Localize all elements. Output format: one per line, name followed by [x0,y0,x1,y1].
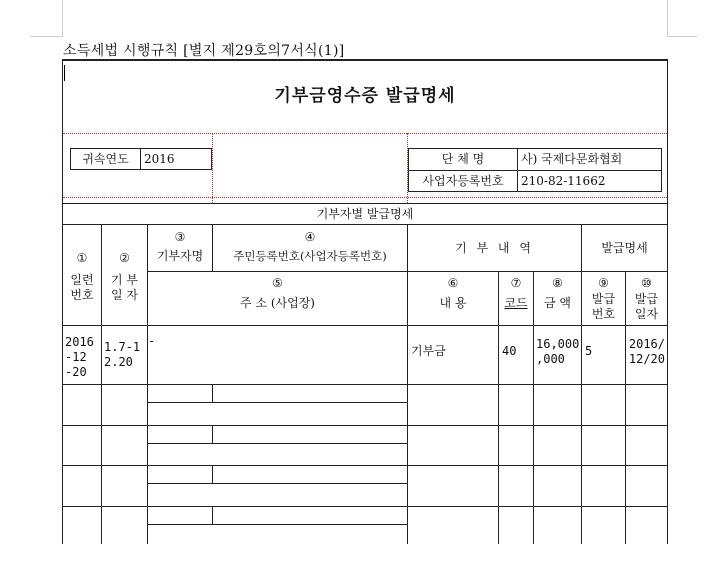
year-value[interactable]: 2016 [144,151,175,166]
sub-divider [212,465,213,483]
col10-label: 발급 일자 [634,292,659,321]
donation-details-header: 기 부 내 역 [455,240,534,255]
section-bottom-border [62,224,668,225]
col9-label: 발급 번호 [591,292,616,321]
year-label: 귀속연도 [82,151,129,166]
page-guide [30,36,63,37]
sub-divider [212,506,213,524]
sub-line [147,443,408,444]
col3-label: 기부자명 [156,248,204,263]
dotted-guide [212,133,213,203]
row-separator [62,506,668,507]
sub-divider [212,425,213,443]
biz-no-value[interactable]: 210-82-11662 [521,173,606,188]
col8-number: ⑧ [552,275,563,290]
col4-number: ④ [304,229,316,244]
row1-serial[interactable]: 2016 -12 -20 [65,334,94,379]
col7-label: 코드 [504,295,528,310]
page-guide [667,0,668,36]
sub-line [147,483,408,484]
dotted-guide [63,197,667,198]
col4-label: 주민등록번호(사업자등록번호) [233,248,387,263]
col6-label: 내 용 [439,295,467,310]
section-title: 기부자별 발급명세 [316,206,414,221]
row1-date[interactable]: 1.7-1 2.20 [104,340,141,369]
sub-line [147,524,408,525]
table-border-right [667,59,668,544]
org-name-value[interactable]: 사) 국제다문화협회 [521,151,623,166]
col6-number: ⑥ [447,275,459,290]
form-reference-header: 소득세법 시행규칙 [별지 제29호의7서식(1)] [63,43,345,59]
header-mid-line [147,271,667,272]
col5-label: 주 소 (사업장) [240,295,315,310]
page-guide [62,0,63,36]
form-title: 기부금영수증 발급명세 [274,86,456,107]
sub-line [147,402,408,403]
row1-issue-number[interactable]: 5 [585,343,593,358]
row-separator [62,425,668,426]
page-guide [667,36,697,37]
row-separator [62,384,668,385]
row1-issue-date[interactable]: 2016/ 12/20 [628,337,665,366]
sub-divider [212,384,213,402]
col5-number: ⑤ [272,275,283,290]
text-cursor [64,65,65,81]
col1-number: ① [76,250,88,265]
col8-label: 금 액 [544,295,571,310]
col9-number: ⑨ [598,275,609,290]
biz-no-label: 사업자등록번호 [422,173,504,188]
org-name-label: 단 체 명 [441,151,485,166]
issue-details-header: 발급명세 [601,240,648,255]
row1-content[interactable]: 기부금 [411,343,446,358]
header-bottom-line [62,325,668,326]
row-separator [62,465,668,466]
table-border-top [62,59,668,61]
col2-label: 기 부 일 자 [111,273,138,302]
col1-label: 일련 번호 [70,273,94,302]
col2-number: ② [119,250,130,265]
dotted-guide [63,133,667,134]
col7-number: ⑦ [510,275,522,290]
col10-number: ⑩ [641,275,652,290]
col3-number: ③ [174,229,186,244]
row1-amount[interactable]: 16,000 ,000 [536,337,580,366]
row1-code[interactable]: 40 [502,343,517,358]
row1-donor[interactable]: - [148,333,156,348]
